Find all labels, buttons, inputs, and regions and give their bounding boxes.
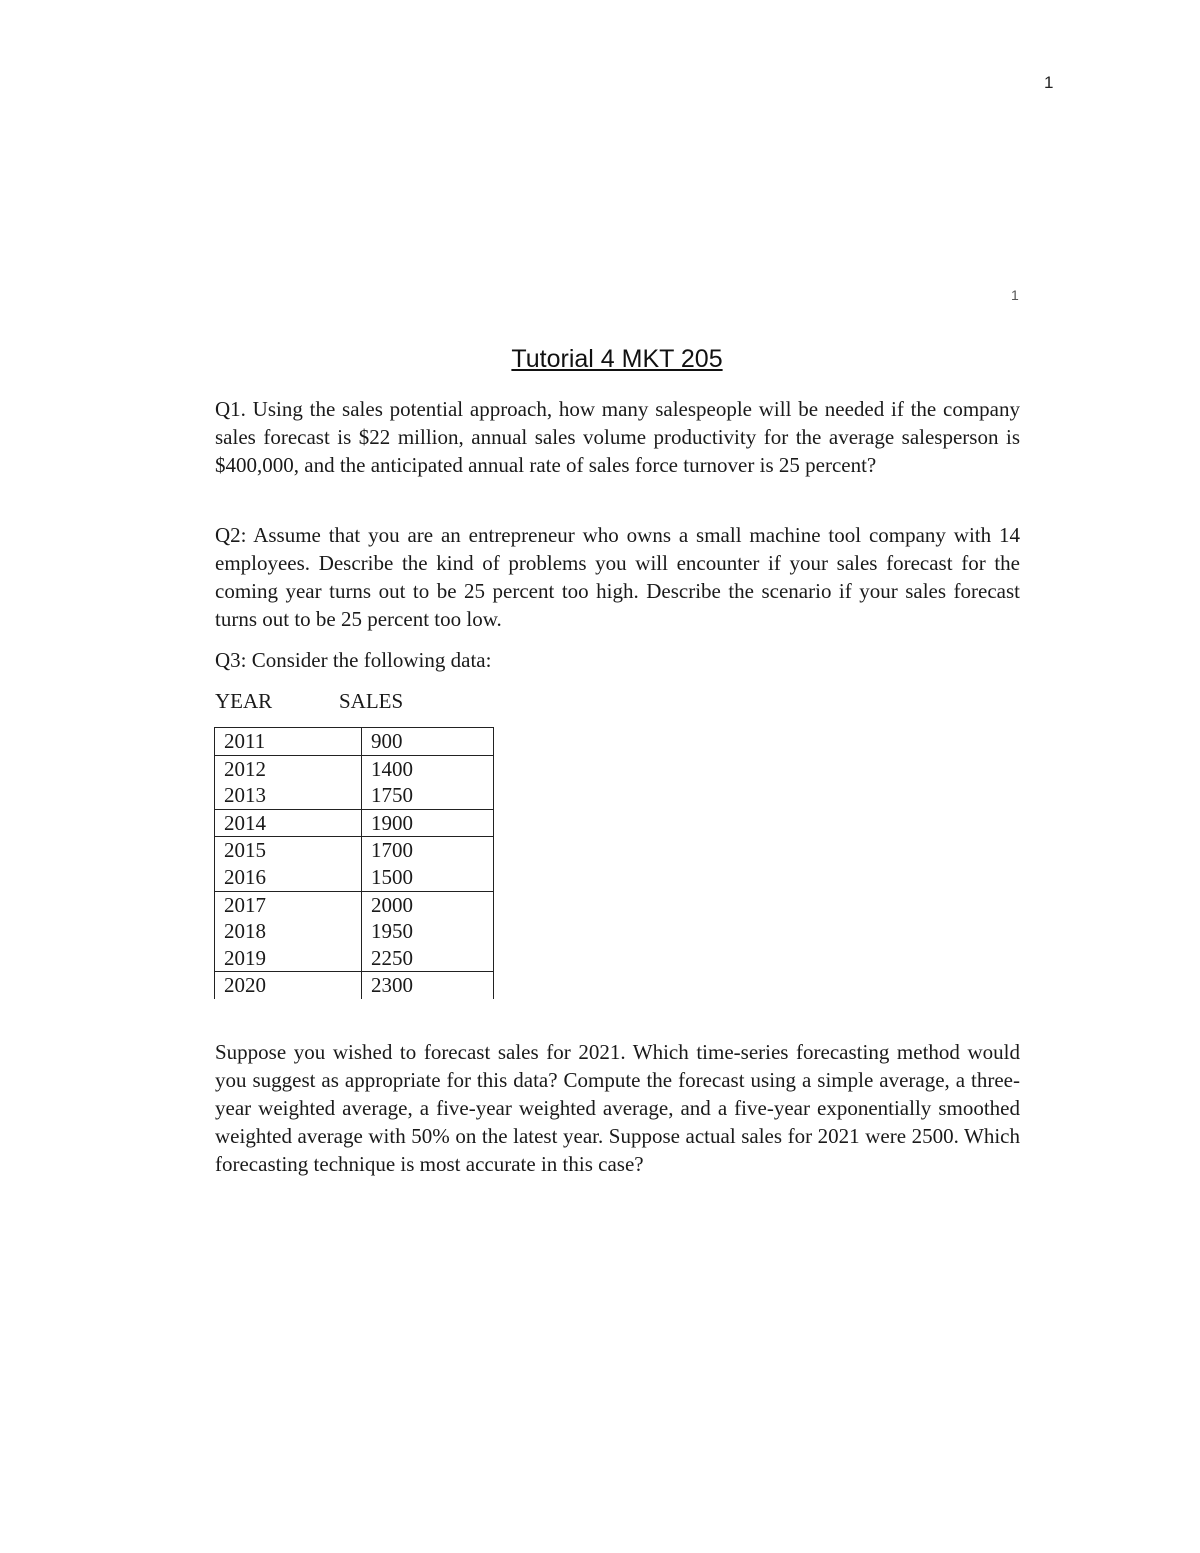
year-cell: 2011 bbox=[215, 728, 362, 756]
table-row bbox=[215, 755, 494, 782]
year-cell: 2020 bbox=[215, 972, 362, 999]
embedded-page-number: 1 bbox=[1011, 287, 1019, 303]
question-2: Q2: Assume that you are an entrepreneur who owns a small machine tool company with 14 employees. Describe the kind of problems you will encounter if your sales forecast for the coming year turns out to be 25 percent too high. Describe the scenario if your sales forecast turns out to be 25 percent too low. bbox=[215, 523, 1020, 631]
year-cell: 2012 bbox=[215, 755, 362, 782]
sales-cell: 900 bbox=[362, 728, 494, 756]
sales-data-table bbox=[214, 727, 494, 999]
question-3-body: Suppose you wished to forecast sales for 2021. Which time-series forecasting method would you suggest as appropriate for this data? Compute the forecast using a simple average, a three-year weighted average, a five-year weighted average, and a five-year exponentially smoothed weighted average with 50% on the latest year. Suppose actual sales for 2021 were 2500. Which forecasting technique is most accurate in this case? bbox=[215, 1040, 1020, 1176]
table-row bbox=[215, 809, 494, 837]
table-row bbox=[215, 782, 494, 809]
question-1: Q1. Using the sales potential approach, how many salespeople will be needed if the company sales forecast is $22 million, annual sales volume productivity for the average salesperson is $400,000, and the anticipated annual rate of sales force turnover is 25 percent? bbox=[215, 397, 1020, 477]
sales-cell: 1700 bbox=[362, 837, 494, 864]
document-title: Tutorial 4 MKT 205 bbox=[511, 345, 723, 373]
question-3-intro: Q3: Consider the following data: bbox=[215, 648, 492, 672]
year-cell: 2017 bbox=[215, 891, 362, 918]
sales-cell: 1400 bbox=[362, 755, 494, 782]
sales-cell: 1950 bbox=[362, 918, 494, 945]
table-row bbox=[215, 864, 494, 891]
table-header-sales: SALES bbox=[339, 689, 404, 713]
table-row bbox=[215, 918, 494, 945]
table-row bbox=[215, 728, 494, 756]
year-cell: 2016 bbox=[215, 864, 362, 891]
year-cell: 2013 bbox=[215, 782, 362, 809]
table-row bbox=[215, 945, 494, 972]
sales-cell: 2250 bbox=[362, 945, 494, 972]
year-cell: 2014 bbox=[215, 809, 362, 837]
year-cell: 2015 bbox=[215, 837, 362, 864]
sales-cell: 1900 bbox=[362, 809, 494, 837]
sales-cell: 2300 bbox=[362, 972, 494, 999]
sales-cell: 1500 bbox=[362, 864, 494, 891]
year-cell: 2018 bbox=[215, 918, 362, 945]
table-row bbox=[215, 891, 494, 918]
table-header-year: YEAR bbox=[215, 689, 273, 713]
year-cell: 2019 bbox=[215, 945, 362, 972]
table-row bbox=[215, 972, 494, 999]
sales-cell: 1750 bbox=[362, 782, 494, 809]
page-number: 1 bbox=[1044, 73, 1054, 92]
sales-cell: 2000 bbox=[362, 891, 494, 918]
table-row bbox=[215, 837, 494, 864]
